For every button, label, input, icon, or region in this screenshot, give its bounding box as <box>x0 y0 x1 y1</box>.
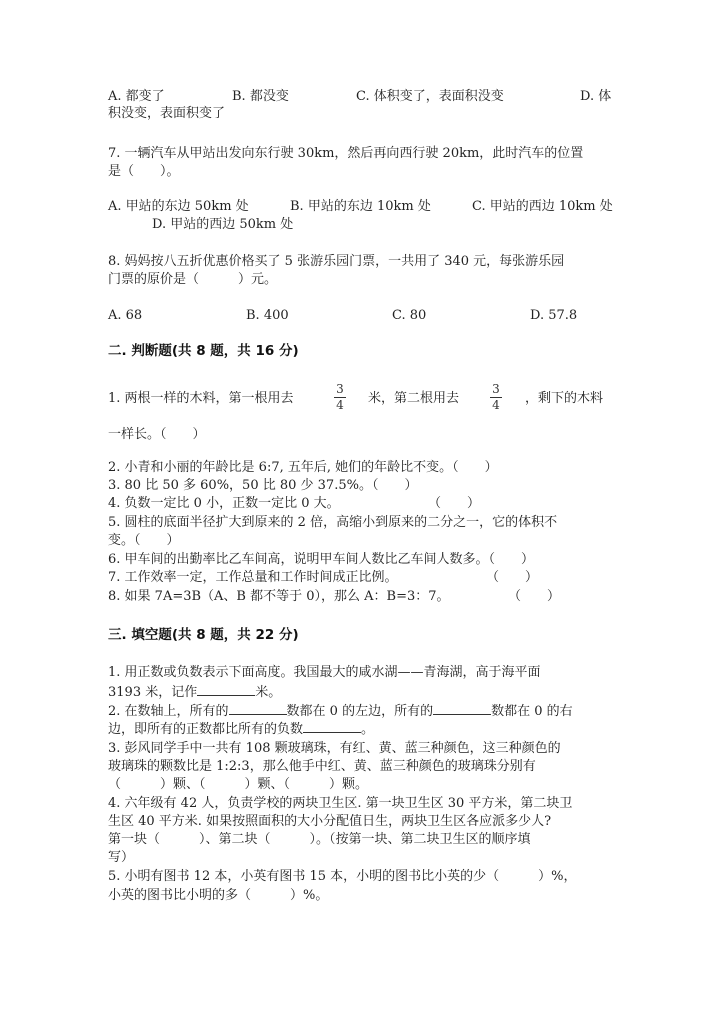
section2-heading: 二. 判断题(共 8 题，共 16 分) <box>108 343 299 359</box>
fill-q2-text-b: 数都在 0 的左边，所有的 <box>286 704 434 719</box>
tf-q1-line2: 一样长。（ ） <box>108 427 206 442</box>
tf-q2: 2. 小青和小丽的年龄比是 6:7, 五年后, 她们的年龄比不变。（ ） <box>108 460 498 475</box>
tf-q5-line1: 5. 圆柱的底面半径扩大到原来的 2 倍，高缩小到原来的二分之一，它的体积不 <box>108 515 558 530</box>
tf-q4: 4. 负数一定比 0 小，正数一定比 0 大。 <box>108 496 340 511</box>
mc-q7-option-c: C. 甲站的西边 10km 处 <box>472 199 613 214</box>
mc-q8-line2: 门票的原价是（ ）元。 <box>108 272 278 287</box>
fill-q1-line2 <box>108 683 281 701</box>
tf-q1-part3: ，剩下的木料 <box>525 391 604 406</box>
mc-q7-line2: 是（ ）。 <box>108 164 180 179</box>
fill-q2-text-d: 边，即所有的正数都比所有的负数 <box>108 722 304 737</box>
fill-q2-text-e: 。 <box>361 722 375 737</box>
mc-q7-option-b: B. 甲站的东边 10km 处 <box>290 199 431 214</box>
q6-option-d-part1: D. 体 <box>580 89 612 104</box>
fill-q3-line3: （ ）颗、（ ）颗、（ ）颗。 <box>108 777 369 792</box>
fill-q2-blank-2[interactable] <box>433 702 491 715</box>
q6-option-a: A. 都变了 <box>108 89 165 104</box>
mc-q8-option-b: B. 400 <box>246 308 289 323</box>
fill-q3-line1: 3. 彭风同学手中一共有 108 颗玻璃珠，有红、黄、蓝三种颜色，这三种颜色的 <box>108 741 561 756</box>
fill-q1-blank[interactable] <box>197 683 255 696</box>
fill-q1-text-a: 3193 米，记作 <box>108 685 198 700</box>
mc-q8-option-c: C. 80 <box>392 308 427 323</box>
fill-q4-line2: 生区 40 平方米. 如果按照面积的大小分配值日生，两块卫生区各应派多少人? <box>108 814 552 829</box>
tf-q5-line2: 变。（ ） <box>108 533 180 548</box>
mc-q8-option-d: D. 57.8 <box>530 308 578 323</box>
mc-q8-line1: 8. 妈妈按八五折优惠价格买了 5 张游乐园门票，一共用了 340 元，每张游乐园 <box>108 254 565 269</box>
fill-q4-line3: 第一块（ ）、第二块（ ）。（按第一块、第二块卫生区的顺序填 <box>108 832 531 847</box>
q6-option-d-part2: 积没变，表面积变了 <box>108 106 226 121</box>
fill-q5-line2: 小英的图书比小明的多（ ）%。 <box>108 888 329 903</box>
q6-option-b: B. 都没变 <box>232 89 289 104</box>
fraction-denominator: 4 <box>492 398 500 412</box>
fraction-three-quarters-1 <box>333 383 347 412</box>
fraction-denominator: 4 <box>336 398 344 412</box>
fill-q4-line1: 4. 六年级有 42 人，负责学校的两块卫生区. 第一块卫生区 30 平方米，第二块卫 <box>108 796 573 811</box>
fill-q2-line2 <box>108 720 374 738</box>
fill-q1-line1: 1. 用正数或负数表示下面高度。我国最大的咸水湖——青海湖，高于海平面 <box>108 665 541 680</box>
fill-q2-text-c: 数都在 0 的右 <box>491 704 573 719</box>
tf-q8: 8. 如果 7A=3B（A、B 都不等于 0），那么 A：B=3：7。 <box>108 589 450 604</box>
fill-q2-text-a: 2. 在数轴上，所有的 <box>108 704 229 719</box>
tf-q7: 7. 工作效率一定，工作总量和工作时间成正比例。 <box>108 570 398 585</box>
mc-q8-option-a: A. 68 <box>108 308 143 323</box>
fill-q2-blank-1[interactable] <box>229 702 287 715</box>
q6-option-c: C. 体积变了，表面积没变 <box>356 89 504 104</box>
fraction-numerator: 3 <box>336 382 344 396</box>
tf-q6: 6. 甲车间的出勤率比乙车间高，说明甲车间人数比乙车间人数多。（ ） <box>108 552 535 567</box>
fill-q1-text-b: 米。 <box>255 685 282 700</box>
fill-q3-line2: 玻璃珠的颗数比是 1:2:3，那么他手中红、黄、蓝三种颜色的玻璃珠分别有 <box>108 759 536 774</box>
mc-q7-option-a: A. 甲站的东边 50km 处 <box>108 199 249 214</box>
mc-q7-line1: 7. 一辆汽车从甲站出发向东行驶 30km，然后再向西行驶 20km，此时汽车的位置 <box>108 146 584 161</box>
tf-q1-part1: 1. 两根一样的木料，第一根用去 <box>108 391 294 406</box>
tf-q7-answer-paren: （ ） <box>486 570 539 585</box>
tf-q8-answer-paren: （ ） <box>508 589 561 604</box>
section3-heading: 三. 填空题(共 8 题，共 22 分) <box>108 627 299 643</box>
fill-q4-line4: 写） <box>108 850 135 865</box>
fraction-numerator: 3 <box>492 382 500 396</box>
fill-q2-blank-3[interactable] <box>303 720 361 733</box>
fraction-three-quarters-2 <box>489 383 503 412</box>
fill-q2-line1 <box>108 702 573 720</box>
tf-q3: 3. 80 比 50 多 60%，50 比 80 少 37.5%。（ ） <box>108 478 418 493</box>
mc-q7-option-d: D. 甲站的西边 50km 处 <box>152 217 294 232</box>
fill-q5-line1: 5. 小明有图书 12 本，小英有图书 15 本，小明的图书比小英的少（ ）%， <box>108 869 577 884</box>
tf-q1-part2: 米，第二根用去 <box>368 391 460 406</box>
tf-q4-answer-paren: （ ） <box>428 496 481 511</box>
